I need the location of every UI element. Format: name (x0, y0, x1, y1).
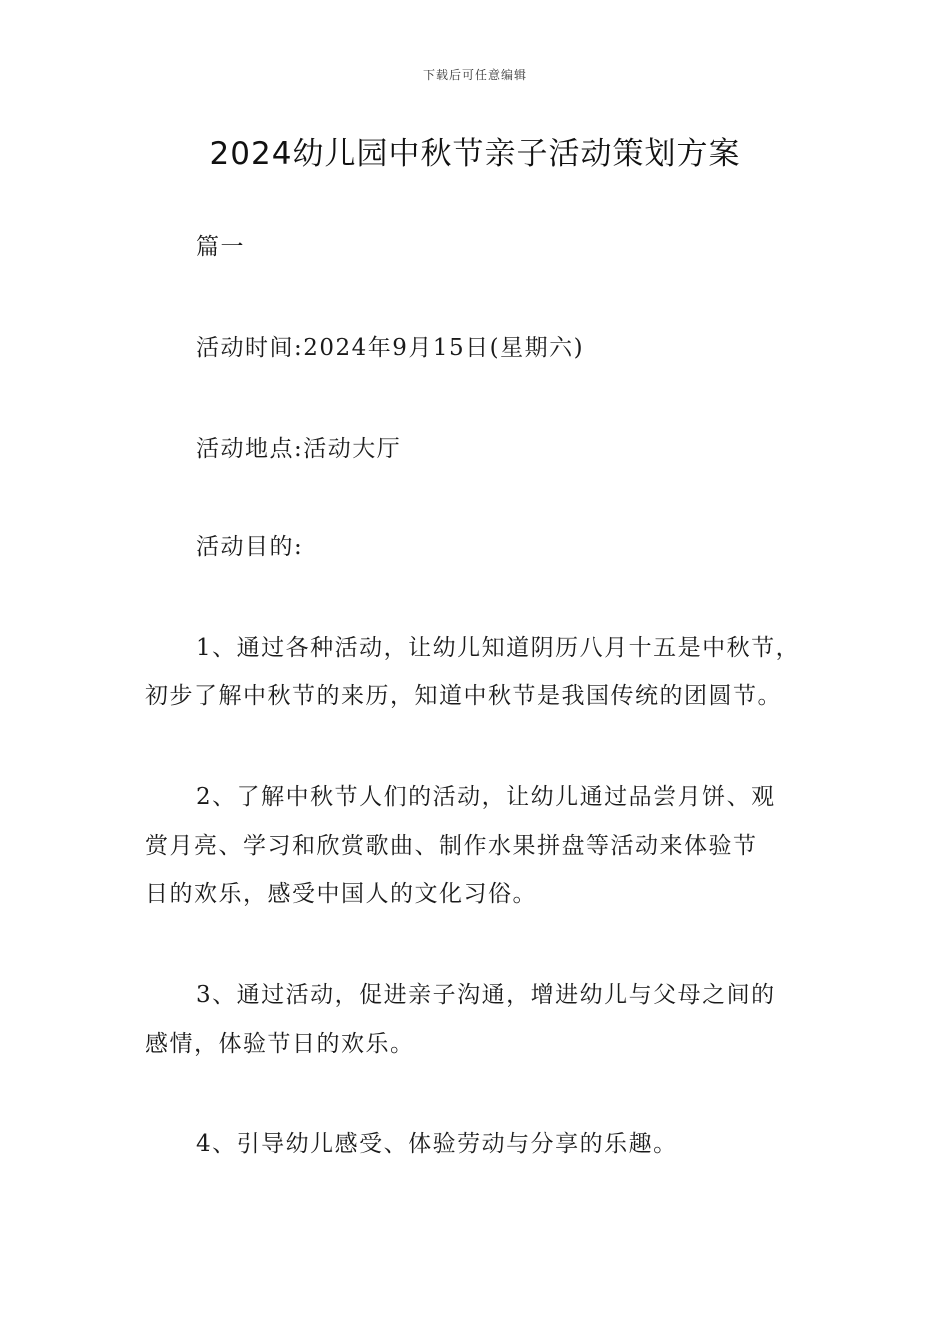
activity-place: 活动地点:活动大厅 (196, 436, 402, 462)
purpose-item-3-line-2: 感情，体验节日的欢乐。 (145, 1031, 415, 1057)
purpose-heading: 活动目的: (196, 534, 304, 560)
purpose-item-3-line-1: 3、通过活动，促进亲子沟通，增进幼儿与父母之间的 (196, 982, 776, 1008)
purpose-item-4-line-1: 4、引导幼儿感受、体验劳动与分享的乐趣。 (196, 1131, 678, 1157)
purpose-item-1-line-2: 初步了解中秋节的来历，知道中秋节是我国传统的团圆节。 (145, 683, 782, 709)
purpose-item-2-line-3: 日的欢乐，感受中国人的文化习俗。 (145, 881, 537, 907)
header-note: 下载后可任意编辑 (422, 68, 527, 82)
purpose-item-1-line-1: 1、通过各种活动，让幼儿知道阴历八月十五是中秋节， (196, 635, 801, 661)
document-title: 2024幼儿园中秋节亲子活动策划方案 (209, 136, 741, 172)
section-heading: 篇一 (196, 234, 245, 260)
purpose-item-2-line-2: 赏月亮、学习和欣赏歌曲、制作水果拼盘等活动来体验节 (145, 833, 758, 859)
purpose-item-2-line-1: 2、了解中秋节人们的活动，让幼儿通过品尝月饼、观 (196, 784, 776, 810)
activity-time: 活动时间:2024年9月15日(星期六) (196, 335, 585, 361)
